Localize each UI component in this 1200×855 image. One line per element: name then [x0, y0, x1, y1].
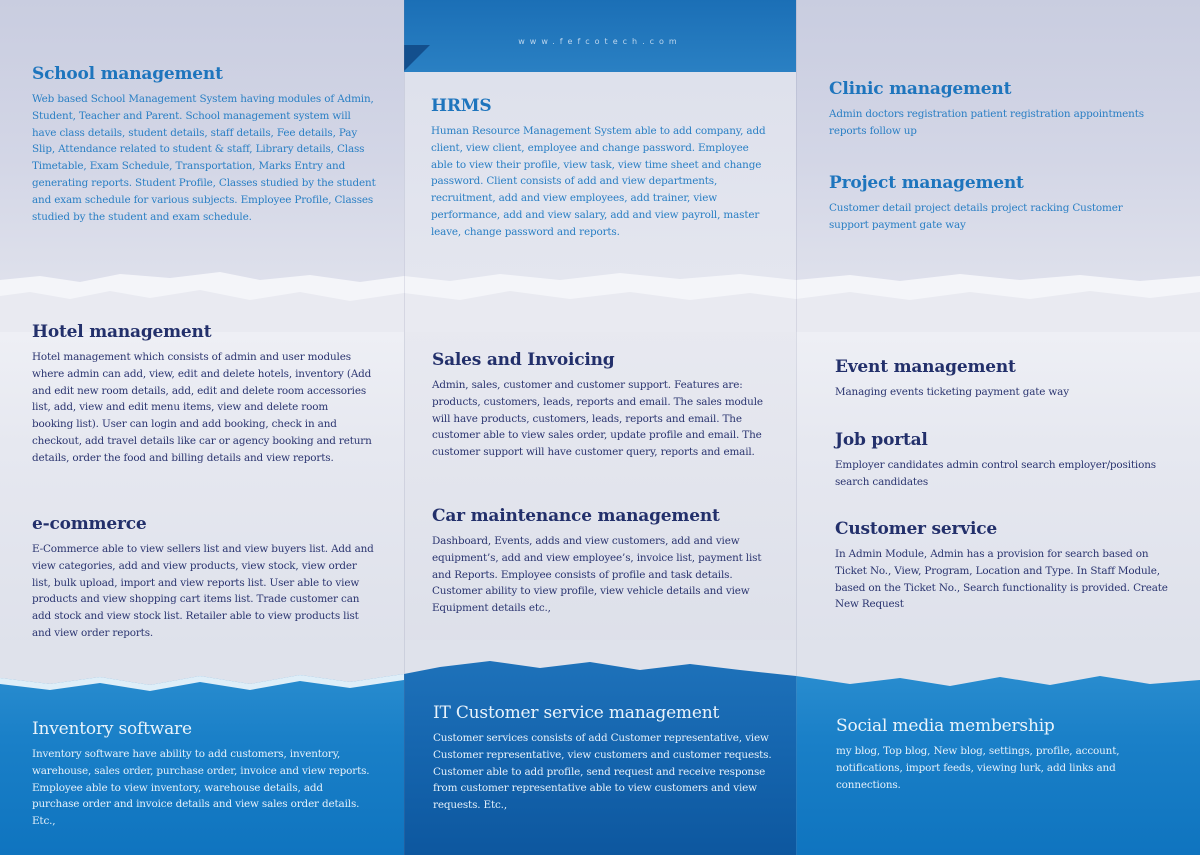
section-car-maintenance: [432, 505, 777, 617]
section-it-customer-service: [433, 702, 773, 814]
section-body: Employer candidates admin control search employer/positions search candidates: [835, 459, 1156, 488]
section-title: Inventory software: [32, 719, 192, 739]
section-title: Hotel management: [32, 322, 212, 342]
section-hrms: [431, 95, 771, 241]
section-body: Dashboard, Events, adds and view customers, add and view equipment’s, add and view employee’s, invoice list, payment list and Reports. Employee consists of profile and task details. Customer ability to view profile, view vehicle details and view Equipment details etc.,: [432, 535, 762, 615]
section-body: Human Resource Management System able to add company, add client, view client, employee and change password. Employee able to view their profile, view task, view time sheet and change password. Client consists of add and view departments, recruitment, add and view employees, add trainer, view performance, add and view salary, add and view payroll, master leave, change password and reports.: [431, 125, 766, 238]
fold-line-right: [796, 0, 797, 855]
header-strip: [404, 0, 796, 72]
fold-line-left: [404, 0, 405, 855]
section-social-media-membership: [836, 715, 1171, 793]
section-title: Project management: [829, 173, 1024, 193]
website-url: www.fefcotech.com: [518, 37, 682, 46]
fold-corner: [404, 45, 430, 71]
section-clinic-management: [829, 78, 1159, 140]
section-body: Managing events ticketing payment gate way: [835, 386, 1069, 398]
section-body: Admin, sales, customer and customer support. Features are: products, customers, leads, reports and email. The sales module will have products, customers, leads, reports and email. The customer able to view sales order, update profile and email. The customer support will have customer query, reports and email.: [432, 379, 763, 459]
section-job-portal: [835, 429, 1165, 491]
torn-paper-edge-lower: [0, 640, 1200, 700]
section-title: Car maintenance management: [432, 506, 720, 526]
section-school-management: [32, 63, 377, 225]
section-title: School management: [32, 64, 223, 84]
section-title: Social media membership: [836, 716, 1055, 736]
section-ecommerce: [32, 513, 377, 642]
section-title: Customer service: [835, 519, 997, 539]
section-body: Web based School Management System having modules of Admin, Student, Teacher and Parent. School management system will have class details, student details, staff details, Fee details, Pay Slip, Attendance related to student & staff, Library details, Class Timetable, Exam Schedule, Transportation, Marks Entry and generating reports. Student Profile, Classes studied by the student and exam schedule for various subjects. Employee Profile, Classes studied by the student and exam schedule.: [32, 93, 376, 223]
section-body: Admin doctors registration patient registration appointments reports follow up: [829, 108, 1144, 137]
section-project-management: [829, 172, 1159, 234]
section-customer-service: [835, 518, 1170, 613]
section-body: Customer detail project details project racking Customer support payment gate way: [829, 202, 1123, 231]
section-body: Inventory software have ability to add customers, inventory, warehouse, sales order, purchase order, invoice and view reports. Employee able to view inventory, warehouse details, add purchase order and invoice details and view sales order details. Etc.,: [32, 748, 370, 828]
section-body: Customer services consists of add Customer representative, view Customer representative, view customers and customer requests. Customer able to add profile, send request and receive response from customer representative able to view customers and view requests. Etc.,: [433, 732, 772, 812]
section-event-management: [835, 356, 1165, 401]
section-title: Event management: [835, 357, 1016, 377]
section-title: Sales and Invoicing: [432, 350, 615, 370]
section-inventory-software: [32, 718, 372, 830]
section-body: Hotel management which consists of admin and user modules where admin can add, view, edit and delete hotels, inventory (Add and edit new room details, add, edit and delete room accessories list, add, view and edit menu items, view and delete room booking list). User can login and add booking, check in and checkout, add travel details like car or agency booking and return details, order the food and billing details and view reports.: [32, 351, 372, 464]
section-sales-invoicing: [432, 349, 772, 461]
section-title: IT Customer service management: [433, 703, 720, 723]
section-title: e-commerce: [32, 514, 147, 534]
section-title: Job portal: [835, 430, 928, 450]
section-body: In Admin Module, Admin has a provision for search based on Ticket No., View, Program, Location and Type. In Staff Module, based on the Ticket No., Search functionality is provided. Create New Request: [835, 548, 1168, 611]
section-title: HRMS: [431, 96, 492, 116]
section-body: my blog, Top blog, New blog, settings, profile, account, notifications, import feeds, viewing lurk, add links and connections.: [836, 745, 1120, 791]
section-title: Clinic management: [829, 79, 1012, 99]
section-hotel-management: [32, 321, 372, 467]
section-body: E-Commerce able to view sellers list and view buyers list. Add and view categories, add and view products, view stock, view order list, bulk upload, import and view reports list. User able to view products and view shopping cart items list. Trade customer can add stock and view stock list. Retailer able to view products list and view order reports.: [32, 543, 374, 639]
